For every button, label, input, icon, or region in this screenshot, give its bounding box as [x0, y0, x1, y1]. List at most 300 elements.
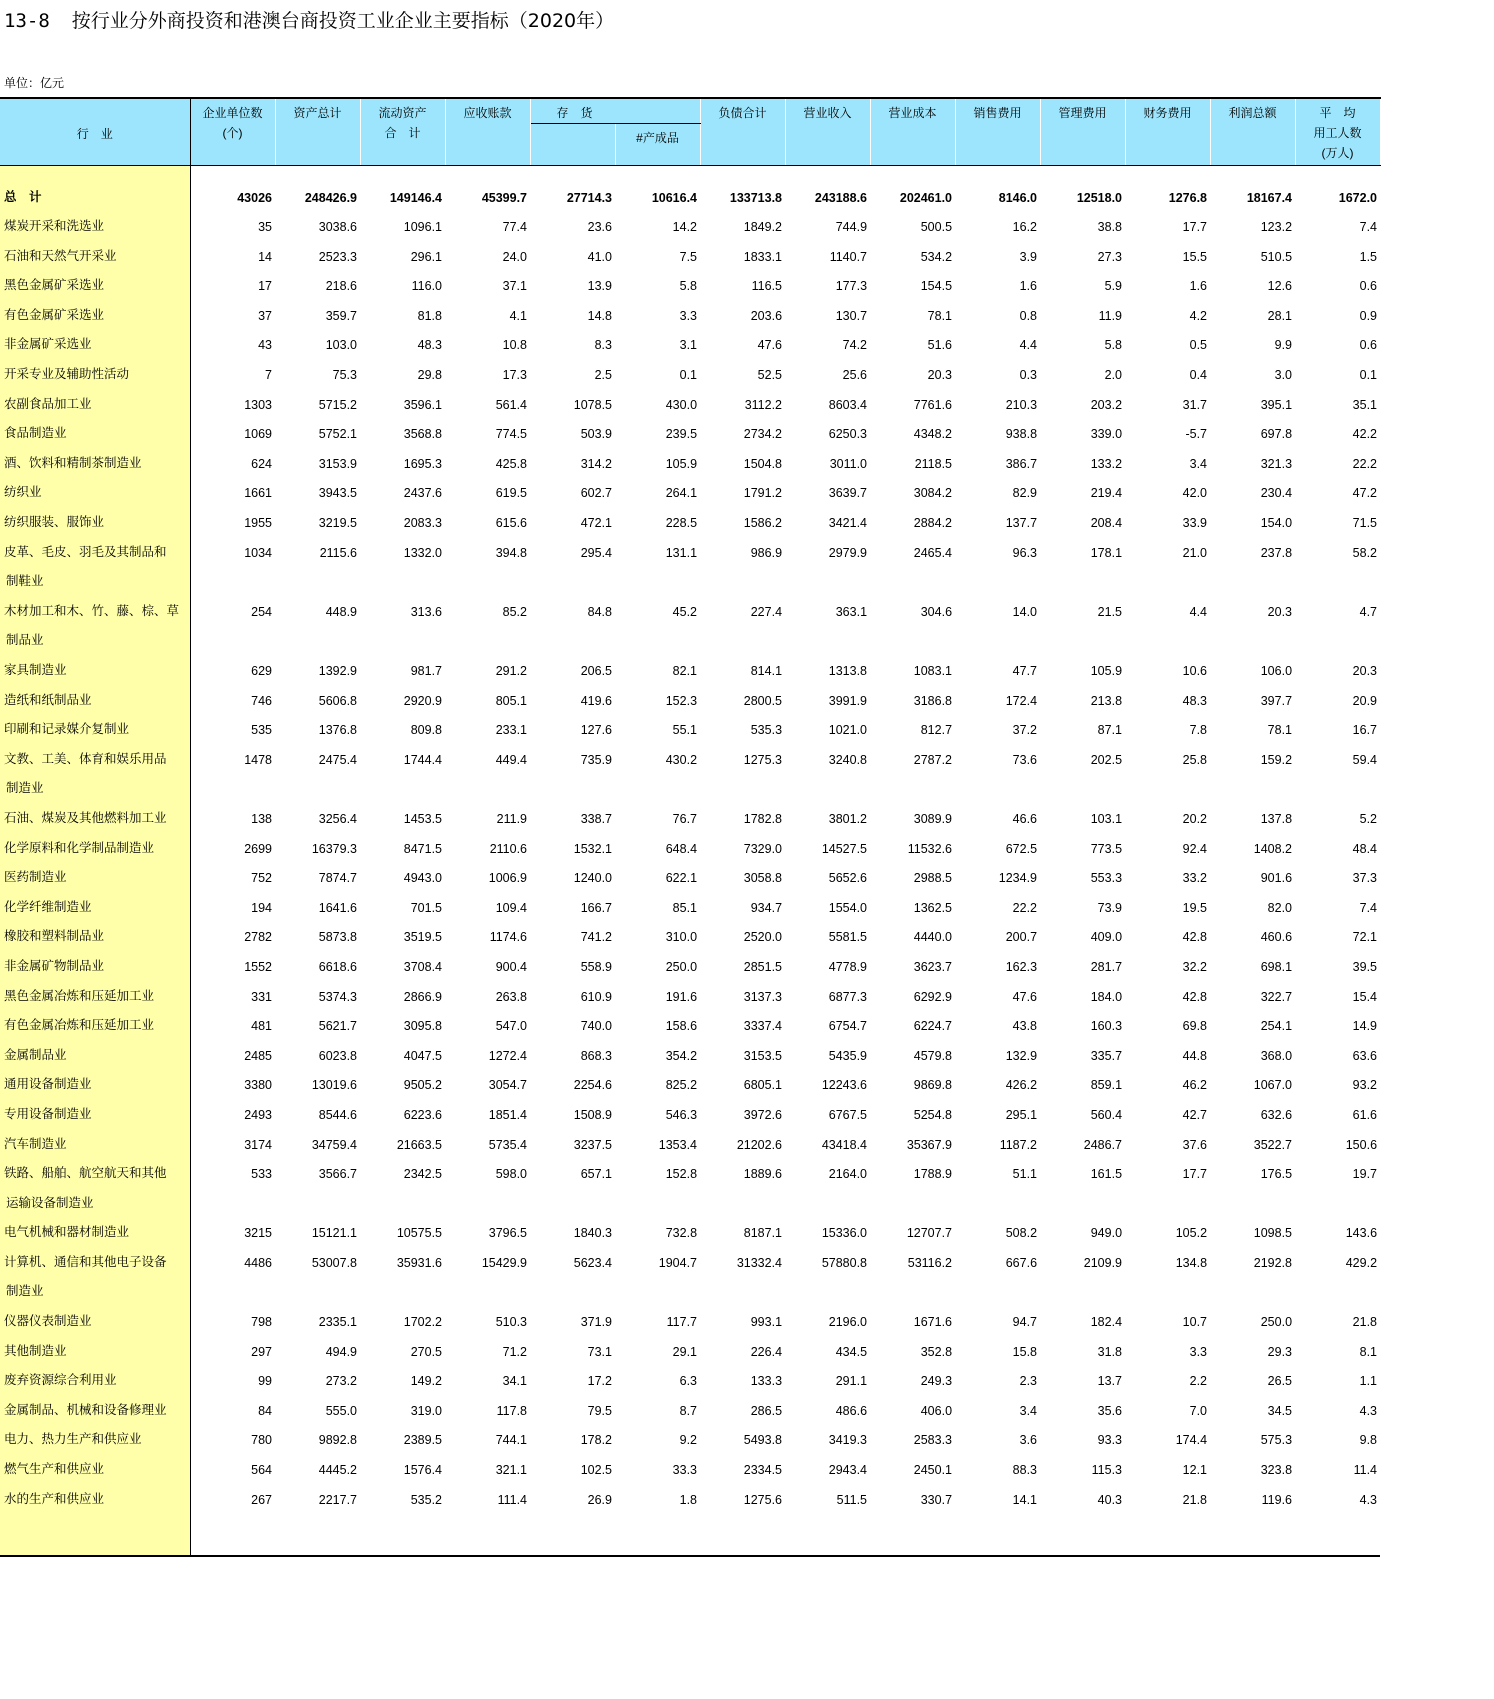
cell-total-assets: 103.0	[325, 338, 357, 353]
cell-finance-expense: 12.1	[1182, 1463, 1208, 1478]
cell-receivables: 117.8	[496, 1403, 527, 1418]
industry-name: 仪器仪表制造业	[0, 1304, 190, 1334]
cell-units: 2485	[244, 1048, 272, 1063]
cell-admin-expense: 31.8	[1097, 1344, 1123, 1359]
cell-finished-goods: 191.6	[665, 989, 698, 1004]
table-row-continuation	[0, 1275, 1380, 1305]
header-finance-expense: 财务费用	[1125, 98, 1210, 166]
empty-cell	[530, 772, 615, 802]
cell-selling-expense: 0.3	[1019, 368, 1038, 383]
empty-cell	[870, 772, 955, 802]
cell-units: 1661	[244, 486, 272, 501]
cell-revenue: 5435.9	[828, 1048, 868, 1063]
cell-current-assets: 1695.3	[403, 456, 442, 471]
empty-cell	[700, 1186, 785, 1216]
cell-inventory: 1240.0	[573, 871, 612, 886]
cell-revenue: 14527.5	[821, 841, 868, 856]
table-row	[0, 1245, 1380, 1275]
cell-units: 752	[251, 871, 272, 886]
cell-cost: 12707.7	[906, 1226, 953, 1241]
header-revenue: 营业收入	[785, 98, 870, 166]
cell-profit: 159.2	[1260, 752, 1293, 767]
industry-name: 化学原料和化学制品制造业	[0, 831, 190, 861]
industry-name: 纺织业	[0, 476, 190, 506]
industry-name: 总 计	[0, 166, 190, 210]
cell-liabilities: 535.3	[750, 723, 783, 738]
empty-cell	[445, 772, 530, 802]
empty-cell	[870, 624, 955, 654]
cell-admin-expense: 133.2	[1090, 456, 1123, 471]
cell-finished-goods: 825.2	[665, 1078, 698, 1093]
cell-finance-expense: 42.8	[1182, 989, 1208, 1004]
cell-profit: 901.6	[1260, 871, 1293, 886]
cell-admin-expense: 40.3	[1097, 1492, 1123, 1507]
industry-name-continuation: 制鞋业	[0, 565, 190, 595]
cell-finance-expense: 174.4	[1175, 1433, 1208, 1448]
cell-total-assets: 4445.2	[318, 1463, 357, 1478]
table-row-continuation	[0, 565, 1380, 595]
cell-finished-goods: 310.0	[665, 930, 698, 945]
cell-liabilities: 2851.5	[743, 959, 783, 974]
empty-cell	[700, 1512, 785, 1556]
cell-revenue: 5581.5	[828, 930, 868, 945]
cell-profit: 510.5	[1260, 249, 1293, 264]
table-row	[0, 1393, 1380, 1423]
header-units-count	[190, 98, 275, 166]
cell-profit: 460.6	[1260, 930, 1293, 945]
cell-units: 481	[251, 1019, 272, 1034]
cell-liabilities: 8187.1	[743, 1226, 783, 1241]
cell-cost: 3186.8	[913, 693, 953, 708]
cell-admin-expense: 93.3	[1097, 1433, 1123, 1448]
industry-name: 印刷和记录媒介复制业	[0, 713, 190, 743]
cell-total-assets: 5752.1	[318, 427, 357, 442]
cell-inventory: 295.4	[580, 545, 612, 560]
cell-finished-goods: 1353.4	[658, 1137, 698, 1152]
header-units-count-line2: (个)	[222, 126, 243, 140]
cell-finished-goods: 1.8	[679, 1492, 698, 1507]
cell-admin-expense: 5.8	[1104, 338, 1123, 353]
cell-inventory: 2254.6	[573, 1078, 612, 1093]
cell-inventory: 868.3	[580, 1048, 612, 1063]
cell-profit: 250.0	[1260, 1315, 1293, 1330]
cell-liabilities: 2520.0	[743, 930, 783, 945]
table-row	[0, 801, 1380, 831]
cell-selling-expense: 14.0	[1012, 604, 1038, 619]
cell-inventory: 73.1	[587, 1344, 612, 1359]
cell-receivables: 233.1	[495, 723, 527, 738]
empty-cell	[700, 624, 785, 654]
empty-cell	[1295, 1186, 1380, 1216]
cell-workers: 72.1	[1352, 930, 1378, 945]
empty-cell	[955, 624, 1040, 654]
cell-inventory: 1532.1	[573, 841, 612, 856]
cell-total-assets: 6618.6	[318, 959, 357, 974]
industry-name-continuation: 制品业	[0, 624, 190, 654]
cell-cost: 2465.4	[913, 545, 953, 560]
cell-finished-goods: 8.7	[679, 1403, 698, 1418]
cell-finance-expense: 44.8	[1182, 1048, 1208, 1063]
cell-finished-goods: 3.3	[679, 308, 698, 323]
table-row	[0, 1334, 1380, 1364]
cell-workers: 429.2	[1345, 1255, 1378, 1270]
cell-finance-expense: 37.6	[1182, 1137, 1208, 1152]
cell-liabilities: 2734.2	[743, 427, 783, 442]
empty-cell	[190, 1512, 275, 1556]
industry-name: 铁路、船舶、航空航天和其他	[0, 1157, 190, 1187]
cell-admin-expense: 161.5	[1090, 1167, 1123, 1182]
cell-revenue: 12243.6	[821, 1078, 868, 1093]
cell-current-assets: 149.2	[410, 1374, 442, 1389]
header-receivables: 应收账款	[445, 98, 530, 166]
cell-finished-goods: 5.8	[679, 279, 698, 294]
empty-cell	[1295, 772, 1380, 802]
cell-selling-expense: 22.2	[1012, 900, 1038, 915]
cell-selling-expense: 4.4	[1019, 338, 1038, 353]
cell-finished-goods: 152.3	[665, 693, 698, 708]
cell-finance-expense: 134.8	[1175, 1255, 1208, 1270]
cell-receivables: 805.1	[495, 693, 527, 708]
table-row-continuation	[0, 624, 1380, 654]
cell-selling-expense: 73.6	[1012, 752, 1038, 767]
cell-finished-goods: 7.5	[679, 249, 698, 264]
cell-finished-goods: 622.1	[665, 871, 698, 886]
cell-revenue: 57880.8	[821, 1255, 868, 1270]
cell-inventory: 610.9	[580, 989, 612, 1004]
cell-cost: 6224.7	[913, 1019, 953, 1034]
cell-receivables: 615.6	[495, 516, 527, 531]
cell-current-assets: 1332.0	[403, 545, 442, 560]
cell-receivables: 510.3	[495, 1315, 527, 1330]
industry-name: 有色金属矿采选业	[0, 298, 190, 328]
cell-cost: 352.8	[920, 1344, 953, 1359]
cell-profit: 12.6	[1267, 279, 1293, 294]
cell-current-assets: 3568.8	[403, 427, 442, 442]
empty-cell	[445, 565, 530, 595]
cell-admin-expense: 13.7	[1097, 1374, 1123, 1389]
cell-admin-expense: 281.7	[1090, 959, 1123, 974]
cell-revenue: 74.2	[842, 338, 868, 353]
table-row	[0, 949, 1380, 979]
cell-cost: 2787.2	[913, 752, 953, 767]
cell-total-assets: 13019.6	[311, 1078, 357, 1093]
cell-receivables: 394.8	[495, 545, 527, 560]
cell-total-assets: 7874.7	[318, 871, 357, 886]
cell-current-assets: 29.8	[417, 368, 442, 383]
cell-profit: 632.6	[1260, 1107, 1293, 1122]
cell-liabilities: 1275.3	[743, 752, 783, 767]
empty-cell	[1210, 1275, 1295, 1305]
cell-selling-expense: 210.3	[1005, 397, 1038, 412]
cell-current-assets: 2389.5	[403, 1433, 442, 1448]
cell-admin-expense: 11.9	[1098, 308, 1123, 323]
cell-finished-goods: 3.1	[679, 338, 698, 353]
cell-admin-expense: 5.9	[1104, 279, 1123, 294]
industry-name: 化学纤维制造业	[0, 890, 190, 920]
cell-revenue: 130.7	[835, 308, 868, 323]
cell-admin-expense: 184.0	[1090, 989, 1123, 1004]
cell-inventory: 17.2	[587, 1374, 612, 1389]
cell-workers: 37.3	[1352, 871, 1378, 886]
cell-selling-expense: 3.9	[1019, 249, 1038, 264]
cell-profit: 20.3	[1267, 604, 1293, 619]
cell-finished-goods: 648.4	[665, 841, 698, 856]
empty-cell	[360, 1186, 445, 1216]
industry-name: 木材加工和木、竹、藤、棕、草	[0, 594, 190, 624]
empty-cell	[785, 1186, 870, 1216]
cell-workers: 0.1	[1359, 368, 1378, 383]
table-row	[0, 387, 1380, 417]
table-row	[0, 831, 1380, 861]
empty-cell	[615, 1186, 700, 1216]
empty-cell	[190, 1186, 275, 1216]
cell-liabilities: 2334.5	[743, 1463, 783, 1478]
cell-receivables: 85.2	[502, 604, 527, 619]
cell-liabilities: 1275.6	[743, 1492, 783, 1507]
cell-cost: 1083.1	[913, 664, 953, 678]
cell-admin-expense: 560.4	[1090, 1107, 1123, 1122]
cell-profit: 698.1	[1260, 959, 1293, 974]
cell-profit: 119.6	[1261, 1492, 1293, 1507]
cell-finished-goods: 430.2	[665, 752, 698, 767]
cell-revenue: 5652.6	[828, 871, 868, 886]
cell-current-assets: 8471.5	[403, 841, 442, 856]
cell-liabilities: 814.1	[750, 664, 783, 678]
cell-revenue: 2943.4	[828, 1463, 868, 1478]
cell-finished-goods: 546.3	[665, 1107, 698, 1122]
cell-units: 14	[258, 249, 272, 264]
cell-finance-expense: 2.2	[1189, 1374, 1208, 1389]
cell-current-assets: 116.0	[411, 279, 442, 294]
cell-liabilities: 133713.8	[729, 190, 783, 205]
cell-liabilities: 1849.2	[743, 220, 783, 235]
cell-liabilities: 2800.5	[743, 693, 783, 708]
cell-cost: 534.2	[920, 249, 953, 264]
cell-current-assets: 2920.9	[403, 693, 442, 708]
cell-finance-expense: 0.4	[1189, 368, 1208, 383]
empty-cell	[1295, 1275, 1380, 1305]
empty-cell	[530, 1512, 615, 1556]
cell-selling-expense: 3.6	[1019, 1433, 1038, 1448]
cell-selling-expense: 667.6	[1005, 1255, 1038, 1270]
cell-revenue: 15336.0	[821, 1226, 868, 1241]
cell-current-assets: 1453.5	[403, 811, 442, 826]
cell-finished-goods: 131.1	[665, 545, 698, 560]
table-row	[0, 920, 1380, 950]
cell-selling-expense: 132.9	[1005, 1048, 1038, 1063]
cell-finance-expense: 33.9	[1182, 516, 1208, 531]
cell-revenue: 3991.9	[828, 693, 868, 708]
empty-cell	[955, 1275, 1040, 1305]
header-industry: 行 业	[0, 98, 190, 166]
industry-name-continuation: 制造业	[0, 772, 190, 802]
cell-revenue: 2164.0	[828, 1167, 868, 1182]
cell-admin-expense: 21.5	[1097, 604, 1123, 619]
cell-workers: 47.2	[1352, 486, 1378, 501]
cell-liabilities: 203.6	[750, 308, 783, 323]
empty-cell	[1040, 1512, 1125, 1556]
cell-workers: 1.1	[1359, 1374, 1378, 1389]
cell-finished-goods: 6.3	[679, 1374, 698, 1389]
cell-selling-expense: 295.1	[1005, 1107, 1038, 1122]
header-units-count-line1: 企业单位数	[202, 106, 263, 120]
cell-admin-expense: 409.0	[1090, 930, 1123, 945]
cell-total-assets: 494.9	[325, 1344, 357, 1359]
cell-cost: 812.7	[920, 723, 953, 738]
cell-finished-goods: 0.1	[679, 368, 698, 383]
cell-profit: 237.8	[1260, 545, 1293, 560]
cell-total-assets: 218.6	[325, 279, 357, 294]
cell-finished-goods: 76.7	[672, 811, 698, 826]
cell-admin-expense: 178.1	[1090, 545, 1123, 560]
cell-revenue: 1021.0	[828, 723, 868, 738]
cell-total-assets: 3153.9	[318, 456, 357, 471]
table-row	[0, 446, 1380, 476]
empty-cell	[275, 1275, 360, 1305]
header-current-assets-line1: 流动资产	[378, 106, 427, 120]
empty-cell	[785, 1275, 870, 1305]
cell-cost: 3089.9	[913, 811, 953, 826]
industry-name: 石油、煤炭及其他燃料加工业	[0, 801, 190, 831]
empty-cell	[1210, 624, 1295, 654]
cell-profit: 1098.5	[1253, 1226, 1293, 1241]
cell-current-assets: 1096.1	[403, 220, 442, 235]
cell-workers: 61.6	[1352, 1107, 1378, 1122]
table-row	[0, 1097, 1380, 1127]
cell-profit: 176.5	[1260, 1167, 1293, 1182]
table-row	[0, 1038, 1380, 1068]
cell-finished-goods: 152.8	[665, 1167, 698, 1182]
table-row	[0, 1157, 1380, 1187]
empty-cell	[1040, 772, 1125, 802]
cell-revenue: 6877.3	[828, 989, 868, 1004]
empty-cell	[1040, 565, 1125, 595]
cell-finished-goods: 228.5	[665, 516, 698, 531]
header-inventory	[530, 98, 700, 124]
cell-admin-expense: 335.7	[1090, 1048, 1123, 1063]
empty-cell	[1210, 565, 1295, 595]
table-row	[0, 1304, 1380, 1334]
cell-admin-expense: 182.4	[1090, 1315, 1123, 1330]
cell-cost: 4440.0	[913, 930, 953, 945]
cell-cost: 3084.2	[913, 486, 953, 501]
table-body	[0, 166, 1380, 1556]
cell-cost: 2988.5	[913, 871, 953, 886]
cell-total-assets: 6023.8	[318, 1048, 357, 1063]
cell-finished-goods: 1904.7	[658, 1255, 698, 1270]
cell-cost: 1788.9	[913, 1167, 953, 1182]
cell-workers: 7.4	[1359, 900, 1378, 915]
table-title-text: 按行业分外商投资和港澳台商投资工业企业主要指标（2020年）	[71, 10, 615, 32]
cell-finished-goods: 9.2	[679, 1433, 698, 1448]
cell-profit: 1408.2	[1253, 841, 1293, 856]
cell-admin-expense: 339.0	[1090, 427, 1123, 442]
table-row	[0, 1482, 1380, 1512]
cell-receivables: 71.2	[502, 1344, 527, 1359]
cell-profit: 29.3	[1267, 1344, 1293, 1359]
cell-revenue: 434.5	[835, 1344, 868, 1359]
cell-workers: 4.3	[1359, 1403, 1378, 1418]
cell-admin-expense: 105.9	[1090, 664, 1123, 678]
cell-current-assets: 9505.2	[403, 1078, 442, 1093]
cell-finance-expense: 42.8	[1182, 930, 1208, 945]
empty-cell	[360, 1512, 445, 1556]
table-row	[0, 505, 1380, 535]
cell-receivables: 2110.6	[489, 841, 527, 856]
cell-finance-expense: 10.7	[1182, 1315, 1208, 1330]
cell-revenue: 8603.4	[828, 397, 868, 412]
industry-name: 家具制造业	[0, 653, 190, 683]
empty-cell	[1210, 772, 1295, 802]
empty-cell	[1295, 624, 1380, 654]
empty-cell	[955, 772, 1040, 802]
cell-units: 1069	[244, 427, 272, 442]
cell-receivables: 547.0	[495, 1019, 527, 1034]
cell-total-assets: 5606.8	[318, 693, 357, 708]
empty-cell	[360, 1275, 445, 1305]
cell-inventory: 472.1	[580, 516, 612, 531]
cell-inventory: 206.5	[580, 664, 612, 678]
cell-cost: 4579.8	[913, 1048, 953, 1063]
cell-profit: 2192.8	[1253, 1255, 1293, 1270]
cell-selling-expense: 2.3	[1019, 1374, 1038, 1389]
cell-workers: 5.2	[1359, 811, 1378, 826]
cell-finance-expense: 21.0	[1182, 545, 1208, 560]
industry-name: 医药制造业	[0, 861, 190, 891]
cell-receivables: 10.8	[502, 338, 527, 353]
industry-name: 通用设备制造业	[0, 1068, 190, 1098]
cell-inventory: 741.2	[580, 930, 612, 945]
indicator-table	[0, 97, 1381, 1557]
cell-profit: 106.0	[1260, 664, 1293, 678]
cell-revenue: 2979.9	[828, 545, 868, 560]
cell-inventory: 8.3	[594, 338, 612, 353]
cell-profit: 254.1	[1260, 1019, 1293, 1034]
empty-cell	[275, 1512, 360, 1556]
cell-receivables: 598.0	[495, 1167, 527, 1182]
cell-units: 138	[251, 811, 272, 826]
cell-selling-expense: 37.2	[1012, 723, 1038, 738]
header-current-assets-line2: 合 计	[384, 126, 421, 140]
cell-workers: 20.3	[1352, 664, 1378, 678]
empty-cell	[785, 772, 870, 802]
cell-receivables: 1272.4	[488, 1048, 527, 1063]
cell-revenue: 3240.8	[828, 752, 868, 767]
cell-selling-expense: 43.8	[1012, 1019, 1038, 1034]
cell-units: 84	[258, 1403, 272, 1418]
empty-cell	[1295, 565, 1380, 595]
cell-admin-expense: 2.0	[1104, 368, 1123, 383]
cell-units: 535	[251, 723, 272, 738]
table-row	[0, 1364, 1380, 1394]
cell-receivables: 1006.9	[488, 871, 527, 886]
cell-profit: 123.2	[1260, 220, 1293, 235]
cell-units: 194	[251, 900, 272, 915]
cell-finance-expense: 7.0	[1189, 1403, 1208, 1418]
industry-name-continuation: 运输设备制造业	[0, 1186, 190, 1216]
cell-profit: 323.8	[1260, 1463, 1293, 1478]
table-row	[0, 239, 1380, 269]
empty-cell	[955, 1186, 1040, 1216]
cell-total-assets: 53007.8	[311, 1255, 357, 1270]
table-row	[0, 979, 1380, 1009]
cell-total-assets: 2335.1	[318, 1315, 357, 1330]
cell-total-assets: 8544.6	[318, 1107, 357, 1122]
cell-finance-expense: 15.5	[1182, 249, 1208, 264]
cell-finance-expense: 17.7	[1182, 220, 1208, 235]
cell-receivables: 211.9	[496, 811, 527, 826]
empty-cell	[445, 1275, 530, 1305]
